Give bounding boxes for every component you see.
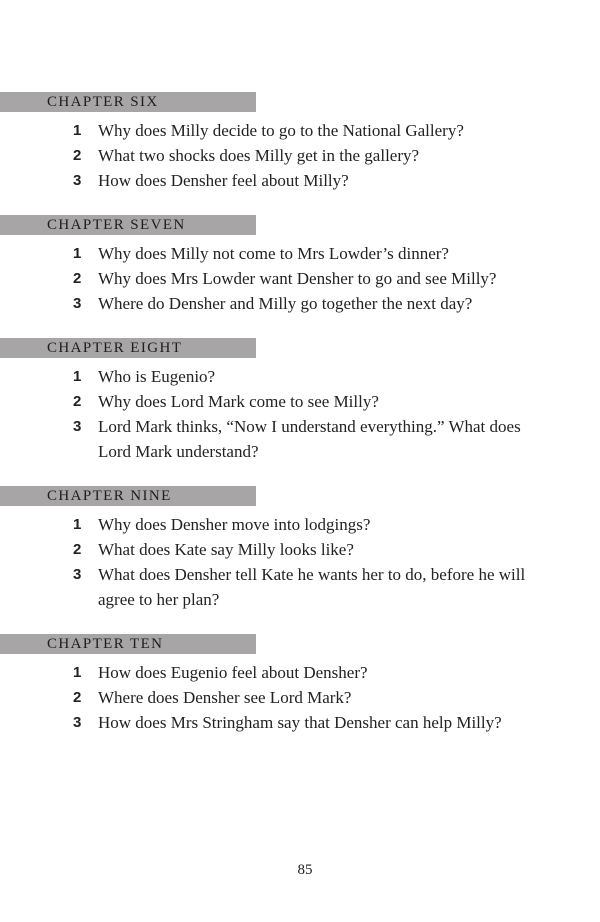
question-number: 1	[73, 516, 82, 533]
question-text: How does Eugenio feel about Densher?	[98, 663, 368, 682]
question-item	[0, 710, 546, 735]
question-item	[0, 414, 546, 464]
question-list	[0, 241, 600, 316]
question-number: 3	[73, 714, 82, 731]
question-text: Why does Lord Mark come to see Milly?	[98, 392, 379, 411]
question-item	[0, 364, 546, 389]
question-item	[0, 266, 546, 291]
question-number: 1	[73, 368, 82, 385]
question-text: What two shocks does Milly get in the gallery?	[98, 146, 420, 165]
question-number: 3	[73, 295, 82, 312]
question-item	[0, 537, 546, 562]
question-text: What does Kate say Milly looks like?	[98, 540, 354, 559]
chapter-seven-section	[0, 215, 600, 316]
question-number: 2	[73, 393, 82, 410]
question-text: Where does Densher see Lord Mark?	[98, 688, 352, 707]
question-list	[0, 660, 600, 735]
question-item	[0, 291, 546, 316]
question-text: Why does Milly not come to Mrs Lowder’s dinner?	[98, 244, 449, 263]
question-number: 1	[73, 245, 82, 262]
question-item	[0, 389, 546, 414]
question-item	[0, 660, 546, 685]
question-text: Who is Eugenio?	[98, 367, 216, 386]
question-text: How does Mrs Stringham say that Densher can help Milly?	[98, 713, 502, 732]
question-number: 2	[73, 689, 82, 706]
page-number: 85	[297, 862, 313, 878]
question-number: 1	[73, 664, 82, 681]
question-text: Why does Milly decide to go to the National Gallery?	[98, 121, 464, 140]
question-text: Lord Mark thinks, “Now I understand everything.” What does Lord Mark understand?	[98, 417, 521, 461]
question-list	[0, 512, 600, 612]
chapter-eight-section	[0, 338, 600, 464]
question-item	[0, 118, 546, 143]
question-item	[0, 512, 546, 537]
question-number: 3	[73, 418, 82, 435]
question-text: Why does Densher move into lodgings?	[98, 515, 371, 534]
question-list	[0, 118, 600, 193]
chapter-nine-section	[0, 486, 600, 612]
question-text: Why does Mrs Lowder want Densher to go and see Milly?	[98, 269, 497, 288]
question-number: 2	[73, 147, 82, 164]
question-item	[0, 685, 546, 710]
question-text: How does Densher feel about Milly?	[98, 171, 349, 190]
chapter-heading: CHAPTER NINE	[0, 486, 256, 506]
chapter-heading: CHAPTER EIGHT	[0, 338, 256, 358]
question-item	[0, 168, 546, 193]
chapter-six-section	[0, 92, 600, 193]
question-number: 3	[73, 172, 82, 189]
question-text: What does Densher tell Kate he wants her to do, before he will agree to her plan?	[98, 565, 526, 609]
question-item	[0, 562, 546, 612]
question-text: Where do Densher and Milly go together the next day?	[98, 294, 473, 313]
question-list	[0, 364, 600, 464]
question-number: 3	[73, 566, 82, 583]
chapter-ten-section	[0, 634, 600, 735]
question-number: 1	[73, 122, 82, 139]
chapter-heading: CHAPTER SEVEN	[0, 215, 256, 235]
chapter-heading: CHAPTER SIX	[0, 92, 256, 112]
chapter-heading: CHAPTER TEN	[0, 634, 256, 654]
question-item	[0, 241, 546, 266]
question-number: 2	[73, 270, 82, 287]
question-item	[0, 143, 546, 168]
question-number: 2	[73, 541, 82, 558]
